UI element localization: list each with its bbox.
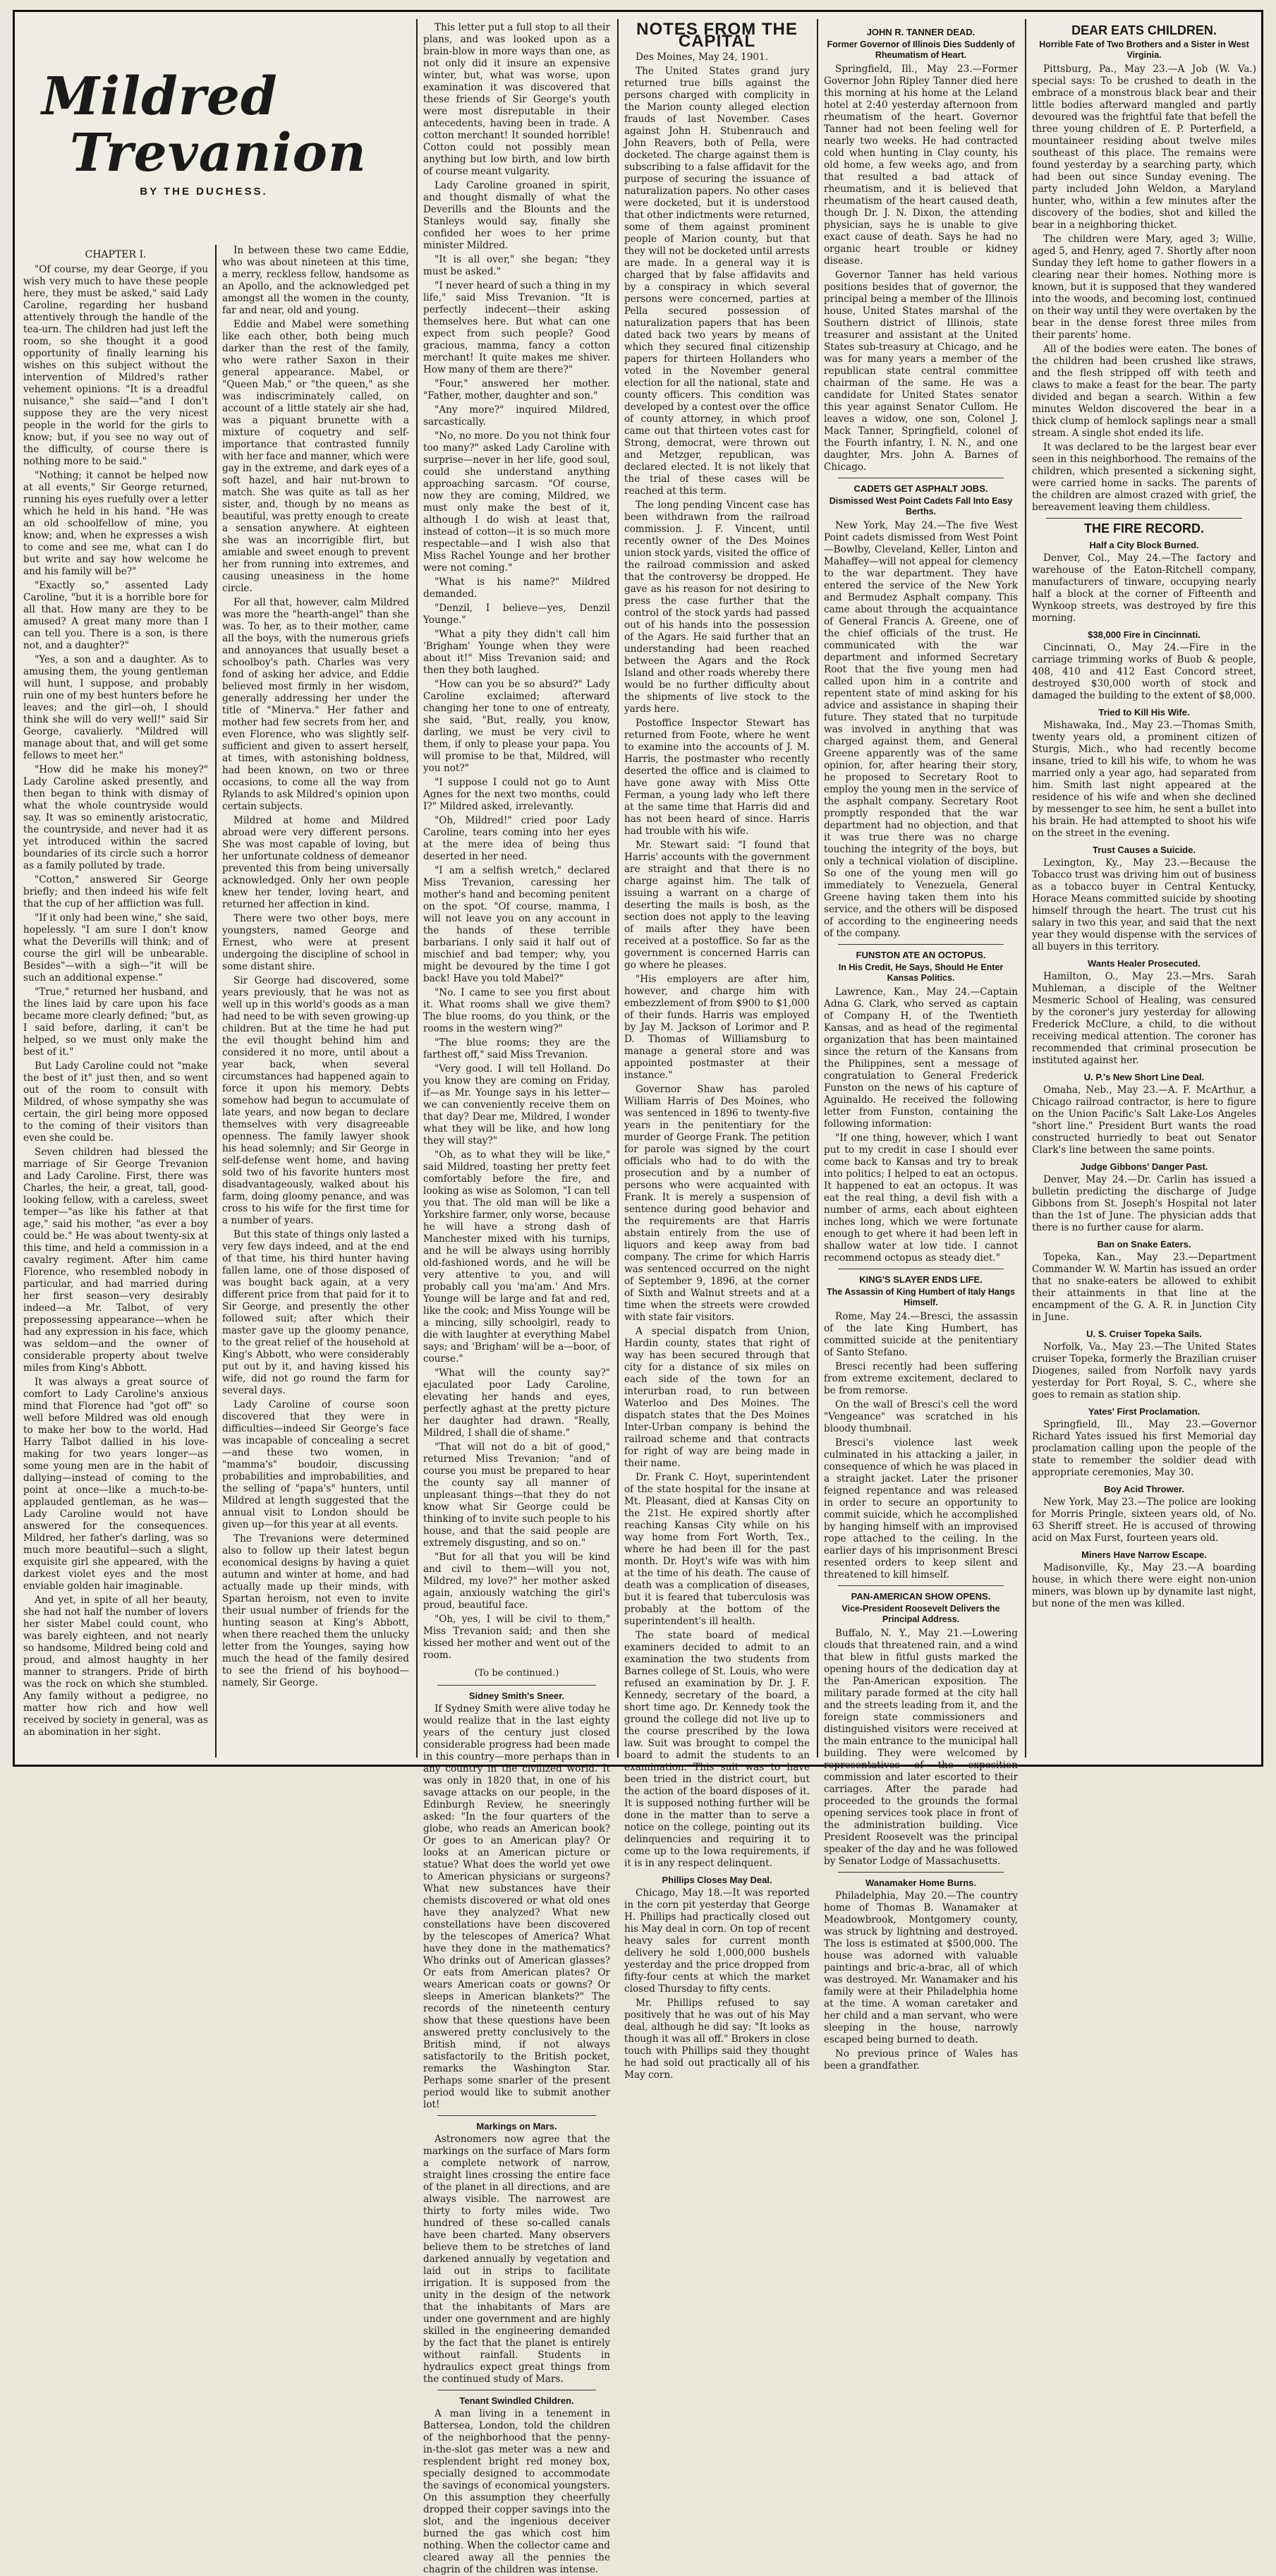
phillips-heading: Phillips Closes May Deal. xyxy=(662,1875,772,1885)
tanner-subhead: Former Governor of Illinois Dies Suddenly of Rheumatism of Heart. xyxy=(827,40,1015,60)
capital-paragraph: A special dispatch from Union, Hardin county, states that right of way has been secured through that city for a distance of six miles on each side of the town for an interurban road, to run between Waterloo and Des Moines. The dispatch states that the Des Moines Inter-Urban company is behind the railroad scheme and that contracts for right of way are being made in their name. xyxy=(624,1326,810,1469)
fire-item-paragraph: Denver, Col., May 24.—The factory and warehouse of the Eaton-Ritchell company, manufacturers of tinware, occupying nearly half a block at the corner of Fifteenth and Wynkoop streets, was destroyed by fire this morning. xyxy=(1032,552,1256,624)
tanner-paragraph: Springfield, Ill., May 23.—Former Governor John Ripley Tanner died here this morning at his home at the Leland hotel at 2:40 yesterday afternoon from rheumatism of the heart. Governor Tanner had not been feeling well for nearly two weeks. He had contracted cold when hunting in Clay county, his old home, a few weeks ago, and from that resulted a bad attack of rheumatism, and it is believed that rheumatism of the heart caused death, though Dr. J. N. Dixon, the attending physician, says he is unable to give exact cause of death. Says he had no organic heart trouble or kidney disease. xyxy=(824,64,1018,267)
story-column-3 xyxy=(423,22,610,2575)
story-paragraph: "It is all over," she began; "they must be asked." xyxy=(423,254,610,277)
column-rule xyxy=(617,19,619,1758)
snippet-paragraph: Astronomers now agree that the markings on the surface of Mars form a complete network of narrow, straight lines crossing the entire face of the planet in all directions, and are always visible. The narrowest are thirty to forty miles wide. Two hundred of these so-called canals have been charted. Many observers believe them to be stretches of land darkened annually by vegetation and laid out in strips to facilitate irrigation. It is supposed from the unity in the design of the network that the inhabitants of Mars are under one government and are highly skilled in the engineering demanded by the fact that the planet is entirely without rainfall. Students in hydraulics expect great things from the continued study of Mars. xyxy=(423,2134,610,2385)
funston-paragraph: Lawrence, Kan., May 24.—Captain Adna G. Clark, who served as captain of Company H, of the Twentieth Kansas, and as head of the regimental organization that has been maintained since the return of the Kansans from the Philippines, sent a message of congratulation to General Frederick Funston on the news of his capture of Aguinaldo. He received the following letter from Funston, containing the following information: xyxy=(824,986,1018,1130)
story-paragraph: "That will not do a bit of good," returned Miss Trevanion; "and of course you must be prepared to hear the county say all manner of unpleasant things—that they do not know what Sir George could be thinking of to invite such people to his house, and that the said people are extremely disgusting, and so on." xyxy=(423,1441,610,1549)
short-item-heading: Tried to Kill His Wife. xyxy=(1098,707,1190,718)
divider xyxy=(437,1685,596,1686)
children-subhead: Horrible Fate of Two Brothers and a Sister in West Virginia. xyxy=(1039,40,1249,60)
newspaper-page xyxy=(13,10,1263,2575)
snippet-paragraph: A man living in a tenement in Battersea, London, told the children of the neighborhood that the penny-in-the-slot gas meter was a new and resplendent bright red money box, specially designed to accommodate the savings of economical youngsters. On this assumption they cheerfully dropped their copper savings into the slot, and the ingenious deceiver burned the gas which cost him nothing. When the collector came and cleared away all the pennies the chagrin of the children was intense. xyxy=(423,2408,610,2575)
story-paragraph: "No, no more. Do you not think four too many?" asked Lady Caroline with surprise—never in her life, good soul, could she understand anything approaching sarcasm. "Of course, now they are coming, Mildred, we must only make the best of it, although I do wish at least that, instead of cotton—it is so much more respectable—and I wish also that Miss Rachel Younge and her brother were not coming." xyxy=(423,430,610,574)
story-paragraph: There were two other boys, mere youngsters, named George and Ernest, who were at present undergoing the discipline of school in some distant shire. xyxy=(222,913,409,972)
story-paragraph: "Of course, my dear George, if you wish very much to have these people here, they must be asked," said Lady Caroline, regarding her husband attentively through the handle of the tea-urn. The children had just left the room, so she thought it a good opportunity of finally learning his wishes on this subject without the intervention of Mildred's rather vehement opinions. "It is a dreadful nuisance," she said—"and I don't suppose they are the very nicest people in the world for the girls to know; but, if you see no way out of the difficulty, of course there is nothing more to be said." xyxy=(23,264,208,467)
story-byline: BY THE DUCHESS. xyxy=(140,186,268,198)
story-paragraph: "I never heard of such a thing in my life," said Miss Trevanion. "It is perfectly indecent—their asking themselves here. But what can one expect from such people? Good gracious, mamma, fancy a cotton merchant! It quite makes me shiver. How many of them are there?" xyxy=(423,280,610,375)
capital-paragraph: Des Moines, May 24, 1901. xyxy=(636,52,768,63)
divider xyxy=(437,2115,596,2116)
story-column-1 xyxy=(23,245,208,1755)
story-paragraph: Eddie and Mabel were something like each other, both being much darker than the rest of the family, who were rather Saxon in their general appearance. Mabel, or "Queen Mab," or "the queen," as she was indiscriminately called, on account of a little stately air she had, was a piquant brunette with a mixture of coquetry and self-importance that contrasted funnily with her face and manner, which were gay in the extreme, and dark eyes of a soft hazel, and hair nut-brown to match. She was quite as tall as her sister, and, though by no means as beautiful, was pretty enough to create a sensation anywhere. At eighteen she was an incorrigible flirt, but amiable and sweet enough to prevent her from running into extremes, and causing uneasiness in the home circle. xyxy=(222,319,409,594)
short-item-paragraph: Denver, May 24.—Dr. Carlin has issued a bulletin predicting the discharge of Judge Gibbons from St. Joseph's Hospital not later than the 1st of June. The physician adds that there is no further cause for alarm. xyxy=(1032,1174,1256,1233)
short-item-heading: Boy Acid Thrower. xyxy=(1104,1484,1184,1494)
short-item-paragraph: Norfolk, Va., May 23.—The United States cruiser Topeka, formerly the Brazilian cruiser Diogenes, sailed from Norfolk navy yards yesterday for Port Royal, S. C., where she goes to remain as station ship. xyxy=(1032,1341,1256,1401)
story-paragraph: Lady Caroline of course soon discovered that they were in difficulties—indeed Sir George's face was incapable of concealing a secret—and these two women, in "mamma's" boudoir, discussing probabilities and improbabilities, and the selling of "papa's" hunters, until Mildred at length suggested that the annual visit to London should be given up—for this year at all events. xyxy=(222,1399,409,1530)
capital-paragraph: Postoffice Inspector Stewart has returned from Foote, where he went to examine into the accounts of J. M. Harris, the postmaster who recently deserted the office and is claimed to have gone away with Miss Otte Ferman, a young lady who left there at the same time that Harris did and has not been heard of since. Harris had trouble with his wife. xyxy=(624,718,810,837)
cadets-heading: CADETS GET ASPHALT JOBS. xyxy=(853,483,988,494)
story-paragraph: "Very good. I will tell Holland. Do you know they are coming on Friday, if—as Mr. Younge says in his letter—we can conveniently receive them on that day? Dear me, Mildred, I wonder what they will be like, and how long they will stay?" xyxy=(423,1063,610,1147)
fire-item-paragraph: Cincinnati, O., May 24.—Fire in the carriage trimming works of Buob & people, 408, 410 and 412 East Concord street, destroyed $30,000 worth of stock and damaged the building to the extent of $8,000. xyxy=(1032,642,1256,701)
story-paragraph: But Lady Caroline could not "make the best of it" just then, and so went out of the room to consult with Mildred, of whose sympathy she was certain, the girl being more opposed to the coming of their visitors than even she could be. xyxy=(23,1060,208,1144)
story-paragraph: Mildred at home and Mildred abroad were very different persons. She was most capable of loving, but her unfortunate coldness of demeanor prevented this from being universally acknowledged. Only her own people knew her tender, loving heart, and returned her affection in kind. xyxy=(222,815,409,910)
story-paragraph: And yet, in spite of all her beauty, she had not half the number of lovers her sister Mabel could count, who was barely eighteen, and not nearly so handsome, Mildred being cold and proud, and almost haughty in her manner to strangers. Pride of birth was the rock on which she stumbled. Any family without a pedigree, no matter how rich and how well received by society in general, was as an abomination in her sight. xyxy=(23,1595,208,1738)
bresci-paragraph: On the wall of Bresci's cell the word "Vengeance" was scratched in his bloody thumbnail. xyxy=(824,1399,1018,1434)
story-paragraph: "But for all that you will be kind and civil to them—will you not, Mildred, my love?" her mother asked again, anxiously watching the girl's proud, beautiful face. xyxy=(423,1552,610,1611)
short-item-paragraph: New York, May 23.—The police are looking for Morris Pringle, sixteen years old, of No. 63 Sheriff street. He is accused of throwing acid on Max Furst, fourteen years old. xyxy=(1032,1496,1256,1544)
story-paragraph: "I am a selfish wretch," declared Miss Trevanion, caressing her mother's hand and becoming penitent on the spot. "Of course, mamma, I will not leave you on any account in the hands of these terrible barbarians. I only said it half out of mischief and bad temper; why, you might be devoured by the time I got back! Have you told Mabel?" xyxy=(423,865,610,984)
divider xyxy=(838,1585,1004,1586)
snippet-heading: Tenant Swindled Children. xyxy=(459,2395,574,2406)
snippet-heading: Markings on Mars. xyxy=(476,2121,557,2131)
story-paragraph: In between these two came Eddie, who was about nineteen at this time, a merry, reckless fellow, handsome as an Apollo, and the acknowledged pet amongst all the women in the county, far and near, old and young. xyxy=(222,245,409,316)
story-paragraph: "Denzil, I believe—yes, Denzil Younge." xyxy=(423,603,610,626)
chapter-heading: CHAPTER I. xyxy=(85,249,147,260)
story-title-block xyxy=(20,68,387,231)
short-item-heading: Wants Healer Prosecuted. xyxy=(1088,958,1201,969)
short-item-paragraph: Mishawaka, Ind., May 23.—Thomas Smith, twenty years old, a prominent citizen of Sturgis, Mich., who had recently become insane, tried to kill his wife, to whom he was married only a year ago, had separated from him. Smith last night appeared at the residence of his wife and when she declined by messenger to see him, he sent a bullet into his brain. He had attempted to shoot his wife on the street in the evening. xyxy=(1032,720,1256,839)
divider xyxy=(838,944,1004,945)
column-rule xyxy=(817,19,818,1758)
story-paragraph: "The blue rooms; they are the farthest off," said Miss Trevanion. xyxy=(423,1037,610,1060)
bresci-subhead: The Assassin of King Humbert of Italy Hangs Himself. xyxy=(827,1287,1015,1307)
short-item-paragraph: Hamilton, O., May 23.—Mrs. Sarah Muhleman, a disciple of the Weltner Mesmeric School of Healing, was censured by the coroner's jury yesterday for allowing Frederick McClure, a child, to die without receiving medical attention. The coroner has recommended that criminal prosecution be instituted against her. xyxy=(1032,971,1256,1066)
story-title-line1: Mildred xyxy=(42,66,278,127)
story-column-2 xyxy=(222,245,409,1755)
tanner-heading: JOHN R. TANNER DEAD. xyxy=(866,27,976,37)
fire-item-heading: $38,000 Fire in Cincinnati. xyxy=(1088,629,1201,640)
short-item-paragraph: Omaha, Neb., May 23.—A. F. McArthur, a Chicago railroad contractor, is here to figure on the Union Pacific's Salt Lake-Los Angeles "short line." President Burt wants the road constructed hurriedly to beat out Senator Clark's line between the same points. xyxy=(1032,1084,1256,1156)
panam-paragraph: Buffalo, N. Y., May 21.—Lowering clouds that threatened rain, and a wind that blew in fitful gusts marked the opening hours of the dedication day at the Pan-American exposition. The military parade formed at the city hall and the streets leading from it, and the foreign state commissioners and distinguished visitors were received at the main entrance to the municipal hall building. They were welcomed by representatives of the exposition commission and later escorted to their carriages. After the parade had proceeded to the grounds the formal opening services took place in front of the administration building. Vice President Roosevelt was the principal speaker of the day and he was followed by Senator Lodge of Massachusetts. xyxy=(824,1628,1018,1867)
column-rule xyxy=(215,245,217,1758)
bresci-paragraph: Rome, May 24.—Bresci, the assassin of the late King Humbert, has committed suicide at the penitentiary of Santo Stefano. xyxy=(824,1311,1018,1358)
story-paragraph: But this state of things only lasted a very few days indeed, and at the end of that time, his third hunter having fallen lame, one of those disposed of was bought back again, at a very different price from that paid for it to Sir George, and presently the other followed suit; after which their master gave up the gloomy penance, to the great relief of the household at King's Abbott, who were considerably put out by it, and having kissed his wife, did not go round the farm for several days. xyxy=(222,1229,409,1396)
capital-paragraph: Dr. Frank C. Hoyt, superintendent of the state hospital for the insane at Mt. Pleasant, died at Kansas City on the 21st. He expired shortly after reaching Kansas City while on his way home from Fort Worth, Tex., where he had been ill for the past month. Dr. Hoyt's wife was with him at the time of his death. The cause of death was a complication of diseases, but it is feared that tuberculosis was probably at the bottom of the superintendent's ill health. xyxy=(624,1472,810,1627)
column-rule xyxy=(416,19,418,1758)
panam-subhead: Vice-President Roosevelt Delivers the Principal Address. xyxy=(841,1604,1000,1624)
bresci-paragraph: Bresci's violence last week culminated in his attacking a jailer, in consequence of which he was placed in a straight jacket. Later the prisoner feigned repentance and was released in order to secure an opportunity to commit suicide, which he accomplished by hanging himself with an improvised rope attached to the ceiling. In the earlier days of his imprisonment Bresci resented orders to keep silent and threatened to kill himself. xyxy=(824,1437,1018,1580)
story-paragraph: Seven children had blessed the marriage of Sir George Trevanion and Lady Caroline. First, there was Charles, the heir, a great, tall, good-looking fellow, with a careless, sweet temper—"as like his father at that age," said his mother, "as ever a boy could be." He was about twenty-six at this time, and held a commission in a cavalry regiment. After him came Florence, who resembled nobody in particular, and had married during her first season—very desirably indeed—a Mr. Talbot, of very prepossessing appearance—when he had any expression in his face, which was seldom—and the owner of considerable property about twelve miles from King's Abbott. xyxy=(23,1147,208,1374)
capital-paragraph: The United States grand jury returned true bills against the persons charged with complicity in the Marion county alleged election frauds of last November. Cases against John H. Stubenrauch and John Reavers, both of Pella, were docketed. The charge against them is subscribing to a false affidavit for the purpose of securing the issuance of naturalization papers. No other cases were docketed, but it is understood that other indictments were returned, some of them against prominent people of Marion county, but that they will not be docketed until arrests are made. In a general way it is charged that by false affidavits and by a conspiracy in which several persons were concerned, parties at Pella secured possession of naturalization papers that has been dated back two years by means of which they secured final citizenship papers for thirteen Hollanders who voted in the November general election for all the national, state and county officers. This condition was developed by a contest over the office of county attorney, in which proof came out that thirteen votes cast for Strong, democrat, were thrown out and Metzger, republican, was declared elected. It is not likely that the trial of these cases will be reached at this term. xyxy=(624,66,810,497)
funston-heading: FUNSTON ATE AN OCTOPUS. xyxy=(856,950,986,960)
children-paragraph: The children were Mary, aged 3; Willie, aged 5, and Henry, aged 7. Shortly after noon Sunday they left home to gather flowers in a clearing near their homes. Nothing more is known, but it is supposed that they wandered into the woods, and becoming lost, continued on their way until they were overtaken by the bear in the dense forest three miles from their parents' home. xyxy=(1032,234,1256,341)
story-paragraph: "What a pity they didn't call him 'Brigham' Younge when they were about it!" Miss Trevanion said; and then they both laughed. xyxy=(423,629,610,676)
story-paragraph: "I suppose I could not go to Aunt Agnes for the next two months, could I?" Mildred asked, irrelevantly. xyxy=(423,777,610,812)
snippet-paragraph: If Sydney Smith were alive today he would realize that in the last eighty years of the century just closed considerable progress had been made in this country—more perhaps than in any country in the civilized world. It was only in 1820 that, in one of his savage attacks on our people, in the Edinburgh Review, he sneeringly asked: "In the four quarters of the globe, who reads an American book? Or goes to an American play? Or looks at an American picture or statue? What does the world yet owe to American physicians or surgeons? What new substances have their chemists discovered or what old ones have they analyzed? What new constellations have been discovered by the telescopes of America? What have they done in the mathematics? Who drinks out of American glasses? Or eats from American plates? Or wears American coats or gowns? Or sleeps in American blankets?" The records of the nineteenth century show that these questions have been answered pretty conclusively to the British mind, if not always satisfactorily to the British pocket, remarks the Washington Star. Perhaps some snarler of the present period would like to submit another lot! xyxy=(423,1703,610,2110)
story-paragraph: "What is his name?" Mildred demanded. xyxy=(423,576,610,600)
news-column-5 xyxy=(824,22,1018,2072)
short-item-heading: Trust Causes a Suicide. xyxy=(1093,845,1196,855)
story-paragraph: Lady Caroline groaned in spirit, and thought dismally of what the Deverills and the Blounts and the Stanleys would say, finally she confided her woes to her prime minister Mildred. xyxy=(423,180,610,251)
children-paragraph: It was declared to be the largest bear ever seen in this neighborhood. The remains of the children, which presented a sickening sight, were carried home in sacks. The parents of the children are almost crazed with grief, the bereavement leaving them childless. xyxy=(1032,442,1256,513)
cadets-paragraph: New York, May 24.—The five West Point cadets dismissed from West Point—Bowlby, Cleveland, Keller, Linton and Mahaffey—will not appeal for clemency to the war department. They have entered the service of the New York and Bermudez Asphalt company. This came about through the acquaintance of General Francis A. Greene, one of the chief officials of the trust. He communicated with the war department and informed Secretary Root that the five young men had called upon him in a contrite and repentent state of mind asking for his advice and assistance in shaping their future. They stated that no turpitude was involved in anything that was charged against them, and General Greene apparently was of the same opinion, for, after hearing their story, he proposed to Secretary Root to employ the young men in the service of the asphalt company. Secretary Root promptly responded that the war department had no objection, and that it was true there was no charge touching the integrity of the boys, but only a technical violation of discipline. So one of the young men will go immediately to Venezuela, General Greene having taken them into his service, and the others will be disposed of according to the engineering needs of the company. xyxy=(824,520,1018,939)
story-paragraph: "Any more?" inquired Mildred, sarcastically. xyxy=(423,404,610,428)
children-heading: DEAR EATS CHILDREN. xyxy=(1071,23,1217,37)
story-paragraph: "Four," answered her mother. "Father, mother, daughter and son." xyxy=(423,378,610,401)
panam-heading: PAN-AMERICAN SHOW OPENS. xyxy=(851,1591,991,1602)
short-item-heading: Judge Gibbons' Danger Past. xyxy=(1080,1161,1208,1172)
short-item-heading: U. P.'s New Short Line Deal. xyxy=(1083,1072,1205,1082)
wanamaker-heading: Wanamaker Home Burns. xyxy=(865,1877,976,1888)
capital-paragraph: "His employers are after him, however, and charge him with embezzlement of from $900 to $1,000 of their funds. Harris was employed by Jay M. Jackson of Lorimor and P. D. Thomas of Williamsburg to manage a general store and was appointed postmaster at their instance." xyxy=(624,974,810,1081)
divider xyxy=(838,1872,1004,1873)
bresci-heading: KING'S SLAYER ENDS LIFE. xyxy=(859,1274,983,1285)
short-item-paragraph: Springfield, Ill., May 23.—Governor Richard Yates issued his first Memorial day proclamation calling upon the people of the state to remember the soldier dead with appropriate ceremonies, May 30. xyxy=(1032,1419,1256,1478)
short-item-paragraph: Madisonville, Ky., May 23.—A boarding house, in which there were eight non-union miners, was blown up by dynamite last night, but none of the men was killed. xyxy=(1032,1562,1256,1609)
tanner-paragraph: Governor Tanner has held various positions besides that of governor, the principal being a member of the Illinois house, United States marshal of the Southern district of Illinois, state treasurer and assistant at the United States sub-treasury at Chicago, and he was for many years a member of the republican state central committee chairman of the same. He was a candidate for United States senator this year against Senator Cullom. He leaves a widow, one son, Colonel J. Mack Tanner, Springfield, colonel of the Fourth infantry, I. N. N., and one daughter, Mrs. John A. Barnes of Chicago. xyxy=(824,270,1018,473)
capital-heading: NOTES FROM THE CAPITAL xyxy=(636,20,798,51)
story-paragraph: "If it only had been wine," she said, hopelessly. "I am sure I don't know what the Deverills will think; and of course the girl will be unbearable. Besides"—with a sigh—"it will be such an additional expense." xyxy=(23,912,208,984)
children-paragraph: Pittsburg, Pa., May 23.—A Job (W. Va.) special says: To be crushed to death in the embrace of a monstrous black bear and their little bodies afterward mangled and partly devoured was the frightful fate that befell the three young children of E. P. Porterfield, a mountaineer residing about twelve miles southeast of this place. The remains were found yesterday by a searching party, which had been out since Sunday evening. The party included John Weldon, a Maryland hunter, who, within a few minutes after the discovery of the bodies, shot and killed the bear in a neighboring thicket. xyxy=(1032,64,1256,231)
story-paragraph: It was always a great source of comfort to Lady Caroline's anxious mind that Florence had "got off" so well before Mildred was old enough to make her bow to the world. Had Harry Talbot dallied in his love-making for two years longer—as some young men are in the habit of dallying—instead of coming to the point at once—like a much-to-be-applauded gentleman, as he was—Lady Caroline would not have answered for the consequences. Mildred, her father's darling, was so much more beautiful—such a slight, exquisite girl she appeared, with the darkest violet eyes and the most enviable golden hair imaginable. xyxy=(23,1377,208,1592)
story-paragraph: "How did he make his money?" Lady Caroline asked presently, and then began to think with dismay of what the whole countryside would say. It was so eminently aristocratic, the countryside, and never had it as yet introduced within the sacred boundaries of its circle such a horror as a family polluted by trade. xyxy=(23,764,208,871)
story-paragraph: This letter put a full stop to all their plans, and was looked upon as a brain-blow in more ways than one, as not only did it insure an expensive winter, but, what was worse, upon examination it was discovered that these friends of Sir George's youth were most disreputable in their antecedents, having been in trade. A cotton merchant! It sounded horrible! Cotton could not possibly mean anything but low birth, and low birth of course meant vulgarity. xyxy=(423,22,610,177)
story-paragraph: "Nothing; it cannot be helped now at all events," Sir George returned, running his eyes ruefully over a letter which he held in his hand. "He was an old schoolfellow of mine, you know; and, when he expresses a wish to come and see me, what can I do but write and say how welcome he and his family will be?" xyxy=(23,470,208,577)
story-paragraph: "True," returned her husband, and the lines laid by care upon his face became more clearly defined; "but, as I said before, darling, it can't be helped, so we must only make the best of it." xyxy=(23,986,208,1058)
story-paragraph: The Trevanions were determined also to follow up their latest begun economical designs by having a quiet autumn and winter at home, and had actually made up their minds, with Spartan heroism, not even to invite their usual number of friends for the hunting season at King's Abbott, when there reached them the unlucky letter from the Younges, saying how much the head of the family desired to see the friend of his boyhood—namely, Sir George. xyxy=(222,1533,409,1688)
capital-paragraph: Governor Shaw has paroled William Harris of Des Moines, who was sentenced in 1896 to twenty-five years in the penitentiary for the murder of George Frank. The petition for parole was signed by the court officials who had to do with the prosecution and by a number of persons who were acquainted with Frank. It is merely a suspension of sentence during good behavior and the requirements are that Harris abstain entirely from the use of liquors and keep away from bad company. The crime for which Harris was sentenced occurred on the night of September 9, 1896, at the corner of Sixth and Walnut streets and at a time when the streets were crowded with state fair visitors. xyxy=(624,1084,810,1323)
phillips-paragraph: Mr. Phillips refused to say positively that he was out of his May deal, although he did say: "It looks as though it was all off." Brokers in close touch with Phillips said they thought he had sold out practically all of his May corn. xyxy=(624,1997,810,2081)
capital-paragraph: Mr. Stewart said: "I found that Harris' accounts with the government are straight and that there is no charge against him. The talk of issuing a warrant on a charge of deserting the mails is bosh, as the section does not apply to the leaving of mails after they have been received at a postoffice. So far as the government is concerned Harris can go where he pleases. xyxy=(624,840,810,971)
story-paragraph: "What will the county say?" ejaculated poor Lady Caroline, elevating her hands and eyes, perfectly aghast at the pretty picture her daughter had drawn. "Really, Mildred, I shall die of shame." xyxy=(423,1367,610,1439)
to-be-continued: (To be continued.) xyxy=(474,1668,559,1679)
story-paragraph: "No. I came to see you first about it. What rooms shall we give them? The blue rooms, do you think, or the rooms in the western wing?" xyxy=(423,987,610,1034)
phillips-paragraph: Chicago, May 18.—It was reported in the corn pit yesterday that George H. Phillips had practically closed out his May deal in corn. On top of recent heavy sales for current month delivery he sold 1,000,000 bushels yesterday and the price dropped from fifty-four cents at which the market closed Thursday to fifty cents. xyxy=(624,1887,810,1995)
divider xyxy=(1046,518,1242,519)
fire-heading: THE FIRE RECORD. xyxy=(1083,521,1204,536)
story-paragraph: "Oh, yes, I will be civil to them," Miss Trevanion said; and then she kissed her mother and went out of the room. xyxy=(423,1614,610,1661)
story-paragraph: "Oh, Mildred!" cried poor Lady Caroline, tears coming into her eyes at the mere idea of being thus deserted in her need. xyxy=(423,815,610,862)
bresci-paragraph: Bresci recently had been suffering from extreme excitement, declared to be from remorse. xyxy=(824,1361,1018,1396)
column-rule xyxy=(1025,19,1026,1758)
fire-item-heading: Half a City Block Burned. xyxy=(1089,540,1199,550)
story-paragraph: "Oh, as to what they will be like," said Mildred, toasting her pretty feet comfortably before the fire, and looking as wise as Solomon, "I can tell you that. The old man will be like a Yorkshire farmer, only worse, because he will have a strong dash of Manchester mixed with his turnips, and he will be always using horribly old-fashioned words, and he will be very attentive to you, and will probably call you 'ma'am.' And Mrs. Younge will be large and fat and red, like the cook; and Miss Younge will be a mincing, silly schoolgirl, ready to die with laughter at everything Mabel says; and 'Brigham' will be a—boor, of course." xyxy=(423,1149,610,1365)
short-item-heading: Ban on Snake Eaters. xyxy=(1097,1239,1191,1250)
capital-column xyxy=(624,20,810,2081)
cadets-subhead: Dismissed West Point Cadets Fall Into Easy Berths. xyxy=(829,496,1013,516)
story-paragraph: "Yes, a son and a daughter. As to amusing them, the young gentleman will hunt, I suppose, and probably ruin one of my best hunters before he leaves; and the girl—oh, I should think she will do very well!" said Sir George, cavalierly. "Mildred will manage about that, and will get some fellows to meet her." xyxy=(23,654,208,761)
short-item-paragraph: Topeka, Kan., May 23.—Department Commander W. W. Martin has issued an order that no snake-eaters be allowed to exhibit their attainments in that line at the encampment of the G. A. R. in Junction City in June. xyxy=(1032,1252,1256,1323)
news-column-6 xyxy=(1032,22,1256,1755)
capital-paragraph: The state board of medical examiners decided to admit to an examination the two students from Barnes college of St. Louis, who were refused an examination by Dr. J. F. Kennedy, secretary of the board, a short time ago. Dr. Kennedy took the ground the college did not live up to the course prescribed by the Iowa law. Suit was brought to compel the board to admit the students to an examination. This suit was to have been tried in the district court, but the action of the board disposes of it. It is supposed nothing further will be done in the matter than to serve a notice on the college, pointing out its delinquencies and requiring it to come up to the Iowa requirements, if it is in any respect delinquent. xyxy=(624,1630,810,1869)
story-paragraph: For all that, however, calm Mildred was more the "hearth-angel" than she was. To her, as to their mother, came all the boys, with the numerous griefs and annoyances that usually beset a schoolboy's path. Charles was very fond of asking her advice, and Eddie believed most firmly in her wisdom, generally addressing her under the title of "Minerva." Her father and mother had few secrets from her, and even Florence, who was slightly self-sufficient and given to assert herself, at times, with astonishing boldness, had been known, on two or three occasions, to come all the way from Rylands to ask Mildred's opinion upon certain subjects. xyxy=(222,597,409,812)
short-item-paragraph: Lexington, Ky., May 23.—Because the Tobacco trust was driving him out of business as a tobacco buyer in Central Kentucky, Horace Means committed suicide by shooting himself through the heart. The trust cut his salary in two this year, and said that the next year they would dispense with the services of all buyers in this territory. xyxy=(1032,857,1256,953)
funston-paragraph: "If one thing, however, which I want put to my credit in case I should ever come back to Kansas and try to break into politics; I helped to eat an octopus. It happened to eat an octopus. It was eat the real thing, a devil fish with a number of arms, each about eighteen inches long, which we were fortunate enough to get where it had been left in shallow water at low tide. I cannot recommend octopus as steady diet." xyxy=(824,1132,1018,1264)
story-paragraph: "Exactly so," assented Lady Caroline, "but it is a horrible bore for all that. How many are they to be amused? A great many more than I can tell you. There is a son, is there not, and a daughter?" xyxy=(23,580,208,651)
capital-paragraph: The long pending Vincent case has been withdrawn from the railroad commission. J. F. Vincent, until recently owner of the Des Moines union stock yards, visited the office of the railroad commission and asked that the controversy be dropped. He gave as his reason for not desiring to press the case further that the control of the stock yards had passed out of his hands into the possession of the Agars. He said further that an understanding had been reached between the Agars and the Rock Island and other roads whereby there would be no further difficulty about the shipments of live stock to the yards here. xyxy=(624,500,810,715)
wanamaker-paragraph: No previous prince of Wales has been a grandfather. xyxy=(824,2048,1018,2072)
story-title-line2: Trevanion xyxy=(70,123,367,183)
wanamaker-paragraph: Philadelphia, May 20.—The country home of Thomas B. Wanamaker at Meadowbrook, Montgomery county, was struck by lightning and destroyed. The loss is estimated at $500,000. The house was adorned with valuable paintings and bric-a-brac, all of which was destroyed. Mr. Wanamaker and his family were at their Philadelphia home at the time. A woman caretaker and her child and a man servant, who were sleeping in the house, narrowly escaped being burned to death. xyxy=(824,1890,1018,2045)
short-item-heading: U. S. Cruiser Topeka Sails. xyxy=(1086,1329,1202,1339)
short-item-heading: Yates' First Proclamation. xyxy=(1088,1406,1201,1417)
short-item-heading: Miners Have Narrow Escape. xyxy=(1081,1549,1207,1560)
story-paragraph: Sir George had discovered, some years previously, that he was not as well up in this world's goods as a man had need to be with seven growing-up children. But at the time he had put the evil thought behind him and considered it no more, until about a year back, when several circumstances had happened again to force it upon his memory. Debts somehow had begun to accumulate of late years, and now began to declare themselves with very disagreeable openness. The family lawyer shook his head solemnly; and Sir George in self-defense went home, and having sold two of his favorite hunters most disadvantageously, walked about his farm, doing gloomy penance, and was cross to his wife for the first time for a number of years. xyxy=(222,975,409,1226)
story-paragraph: "How can you be so absurd?" Lady Caroline exclaimed; afterward changing her tone to one of entreaty, she said, "But, really, you know, darling, we must be very civil to them, if only to please your papa. You will promise to be that, Mildred, will you not?" xyxy=(423,679,610,774)
children-paragraph: All of the bodies were eaten. The bones of the children had been crushed like straws, and the flesh stripped off with teeth and claws to make a feast for the bear. The party divided and began a search. Within a few minutes Weldon discovered the bear in a thick clump of hemlock saplings near a small stream. A single shot ended its life. xyxy=(1032,344,1256,439)
snippet-heading: Sidney Smith's Sneer. xyxy=(468,1691,565,1701)
funston-subhead: In His Credit, He Says, Should He Enter Kansas Politics. xyxy=(838,962,1004,983)
story-paragraph: "Cotton," answered Sir George briefly; and then indeed his wife felt that the cup of her affliction was full. xyxy=(23,874,208,909)
